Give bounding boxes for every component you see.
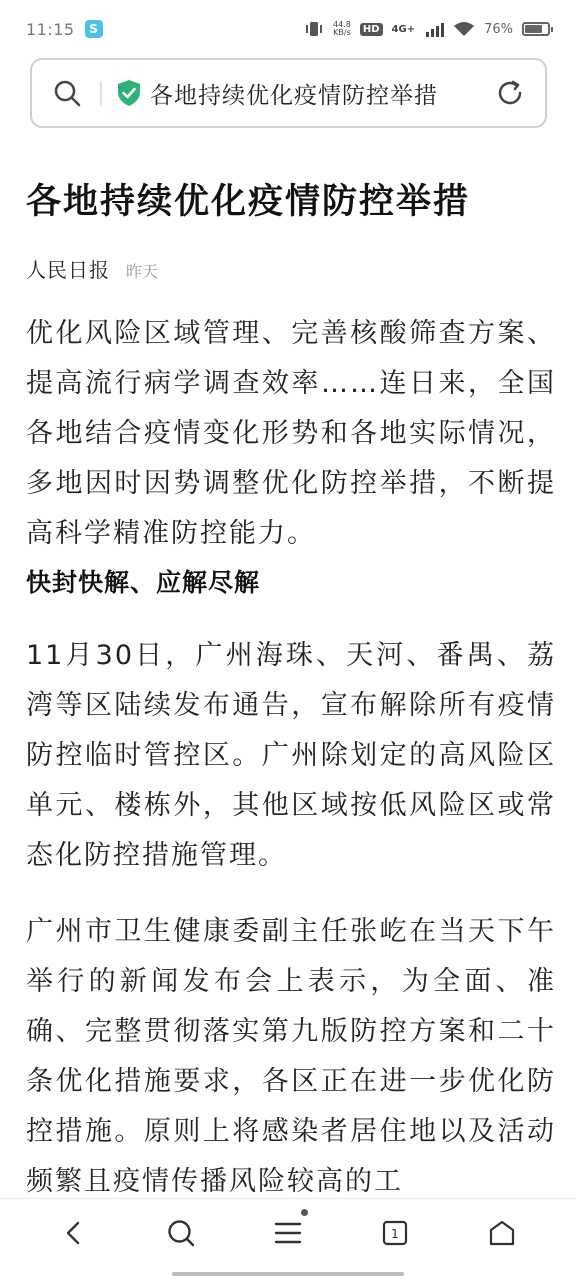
bottom-nav	[0, 1198, 576, 1280]
article-paragraph: 11月30日，广州海珠、天河、番禺、荔湾等区陆续发布通告，宣布解除所有疫情防控临时管控区。广州除划定的高风险区单元、楼栋外，其他区域按低风险区或常态化防控措施管理。	[26, 640, 556, 871]
back-icon	[61, 1220, 87, 1246]
tabs-button[interactable]	[373, 1211, 417, 1255]
search-button[interactable]	[159, 1211, 203, 1255]
article-title: 各地持续优化疫情防控举措	[26, 182, 471, 222]
signal-icon	[426, 21, 444, 37]
article-date: 昨天	[126, 262, 159, 281]
back-button[interactable]	[52, 1211, 96, 1255]
home-icon	[488, 1219, 516, 1247]
address-text[interactable]: 各地持续优化疫情防控举措	[150, 82, 438, 109]
shield-check-icon	[116, 79, 142, 107]
tabs-icon	[381, 1219, 409, 1247]
search-icon[interactable]	[52, 78, 82, 108]
article-paragraph: 优化风险区域管理、完善核酸筛查方案、提高流行病学调查效率……连日来，全国各地结合疫情变化形势和各地实际情况，多地因时因势调整优化防控举措，不断提高科学精准防控能力。	[26, 318, 556, 549]
article-source[interactable]: 人民日报	[26, 258, 110, 282]
wifi-icon	[453, 21, 475, 37]
divider	[100, 81, 102, 105]
home-indicator[interactable]	[172, 1272, 404, 1276]
network-speed: 44.8 KB/s	[333, 20, 351, 37]
menu-icon	[274, 1220, 302, 1246]
notification-dot	[301, 1209, 308, 1216]
battery-icon	[522, 22, 550, 36]
article-paragraph: 广州市卫生健康委副主任张屹在当天下午举行的新闻发布会上表示，为全面、准确、完整贯彻落实第九版防控方案和二十条优化措施要求，各区正在进一步优化防控措施。原则上将感染者居住地以及活动频繁且疫情传播风险较高的工	[26, 916, 556, 1197]
search-icon	[166, 1218, 196, 1248]
app-notification-icon: S	[85, 20, 103, 38]
status-bar	[0, 0, 576, 58]
hd-badge: HD	[360, 23, 383, 36]
vibrate-icon	[304, 21, 324, 37]
refresh-icon[interactable]	[495, 78, 525, 108]
battery-percent: 76%	[484, 21, 513, 37]
tabs-count: 1	[391, 1226, 399, 1241]
status-time: 11:15	[26, 19, 75, 39]
menu-button[interactable]	[266, 1211, 310, 1255]
network-type: 4G+	[391, 23, 416, 35]
article-subheading: 快封快解、应解尽解	[26, 568, 261, 597]
article-meta	[26, 254, 556, 283]
address-bar[interactable]	[30, 58, 547, 128]
article	[26, 172, 556, 1207]
home-button[interactable]	[480, 1211, 524, 1255]
